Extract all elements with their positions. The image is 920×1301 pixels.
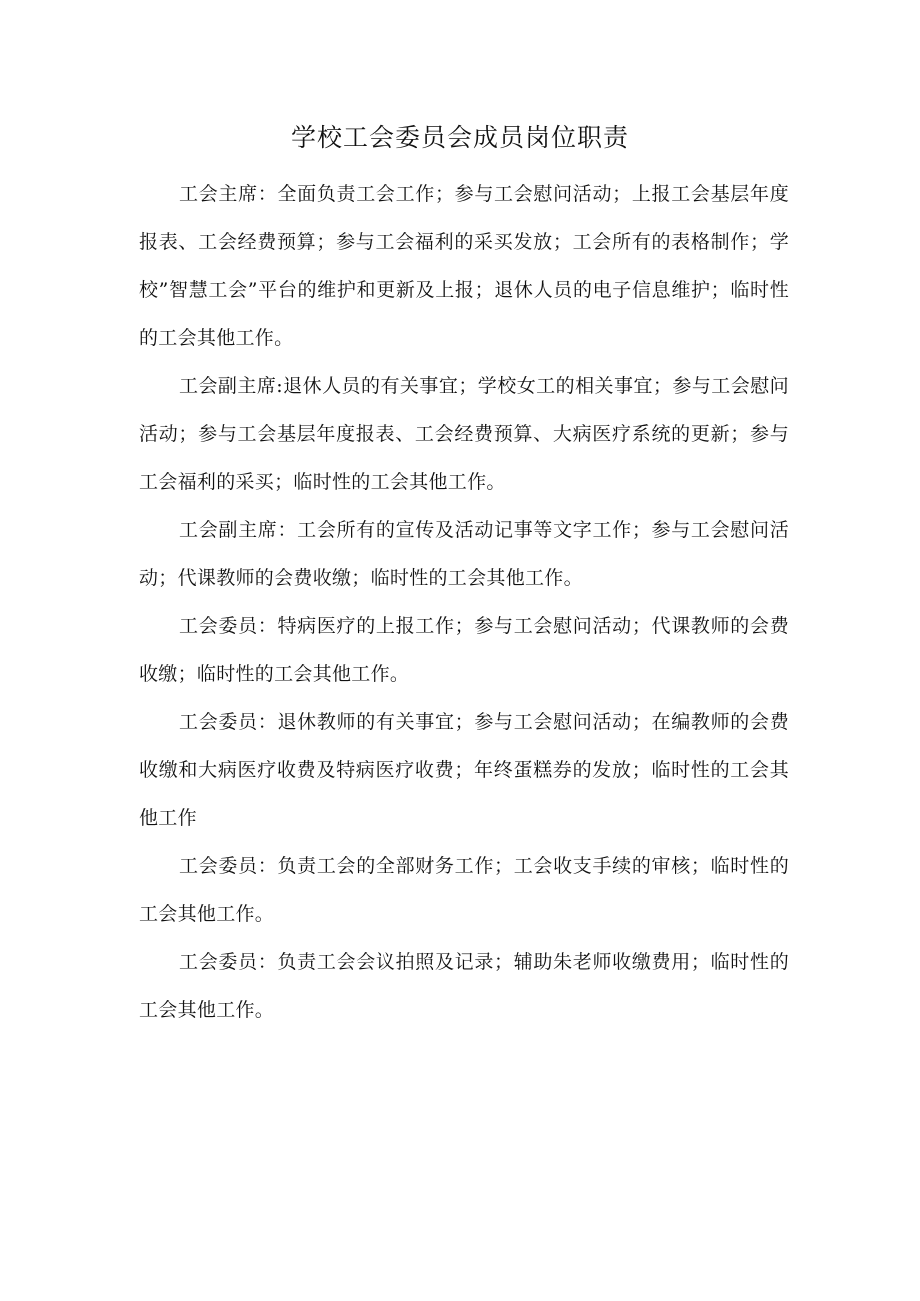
duty-paragraph-member-1: 工会委员：特病医疗的上报工作；参与工会慰问活动；代课教师的会费收缴；临时性的工会其他工作。 bbox=[139, 615, 789, 685]
duty-paragraph-chairman: 工会主席：全面负责工会工作；参与工会慰问活动；上报工会基层年度报表、工会经费预算；参与工会福利的采买发放；工会所有的表格制作；学校”智慧工会”平台的维护和更新及上报；退休人员的电子信息维护；临时性的工会其他工作。 bbox=[139, 183, 789, 349]
document-title: 学校工会委员会成员岗位职责 bbox=[290, 123, 629, 152]
duty-paragraph-member-2: 工会委员：退休教师的有关事宜；参与工会慰问活动；在编教师的会费收缴和大病医疗收费及特病医疗收费；年终蛋糕券的发放；临时性的工会其他工作 bbox=[139, 711, 789, 829]
duty-paragraph-vice-chairman-2: 工会副主席：工会所有的宣传及活动记事等文字工作；参与工会慰问活动；代课教师的会费收缴；临时性的工会其他工作。 bbox=[139, 519, 789, 589]
duty-paragraph-member-4: 工会委员：负责工会会议拍照及记录；辅助朱老师收缴费用；临时性的工会其他工作。 bbox=[139, 951, 789, 1021]
duty-paragraph-vice-chairman-1: 工会副主席:退休人员的有关事宜；学校女工的相关事宜；参与工会慰问活动；参与工会基层年度报表、工会经费预算、大病医疗系统的更新；参与工会福利的采买；临时性的工会其他工作。 bbox=[139, 375, 789, 493]
duty-paragraph-member-3: 工会委员：负责工会的全部财务工作；工会收支手续的审核；临时性的工会其他工作。 bbox=[139, 855, 789, 925]
document-body bbox=[139, 170, 789, 1034]
